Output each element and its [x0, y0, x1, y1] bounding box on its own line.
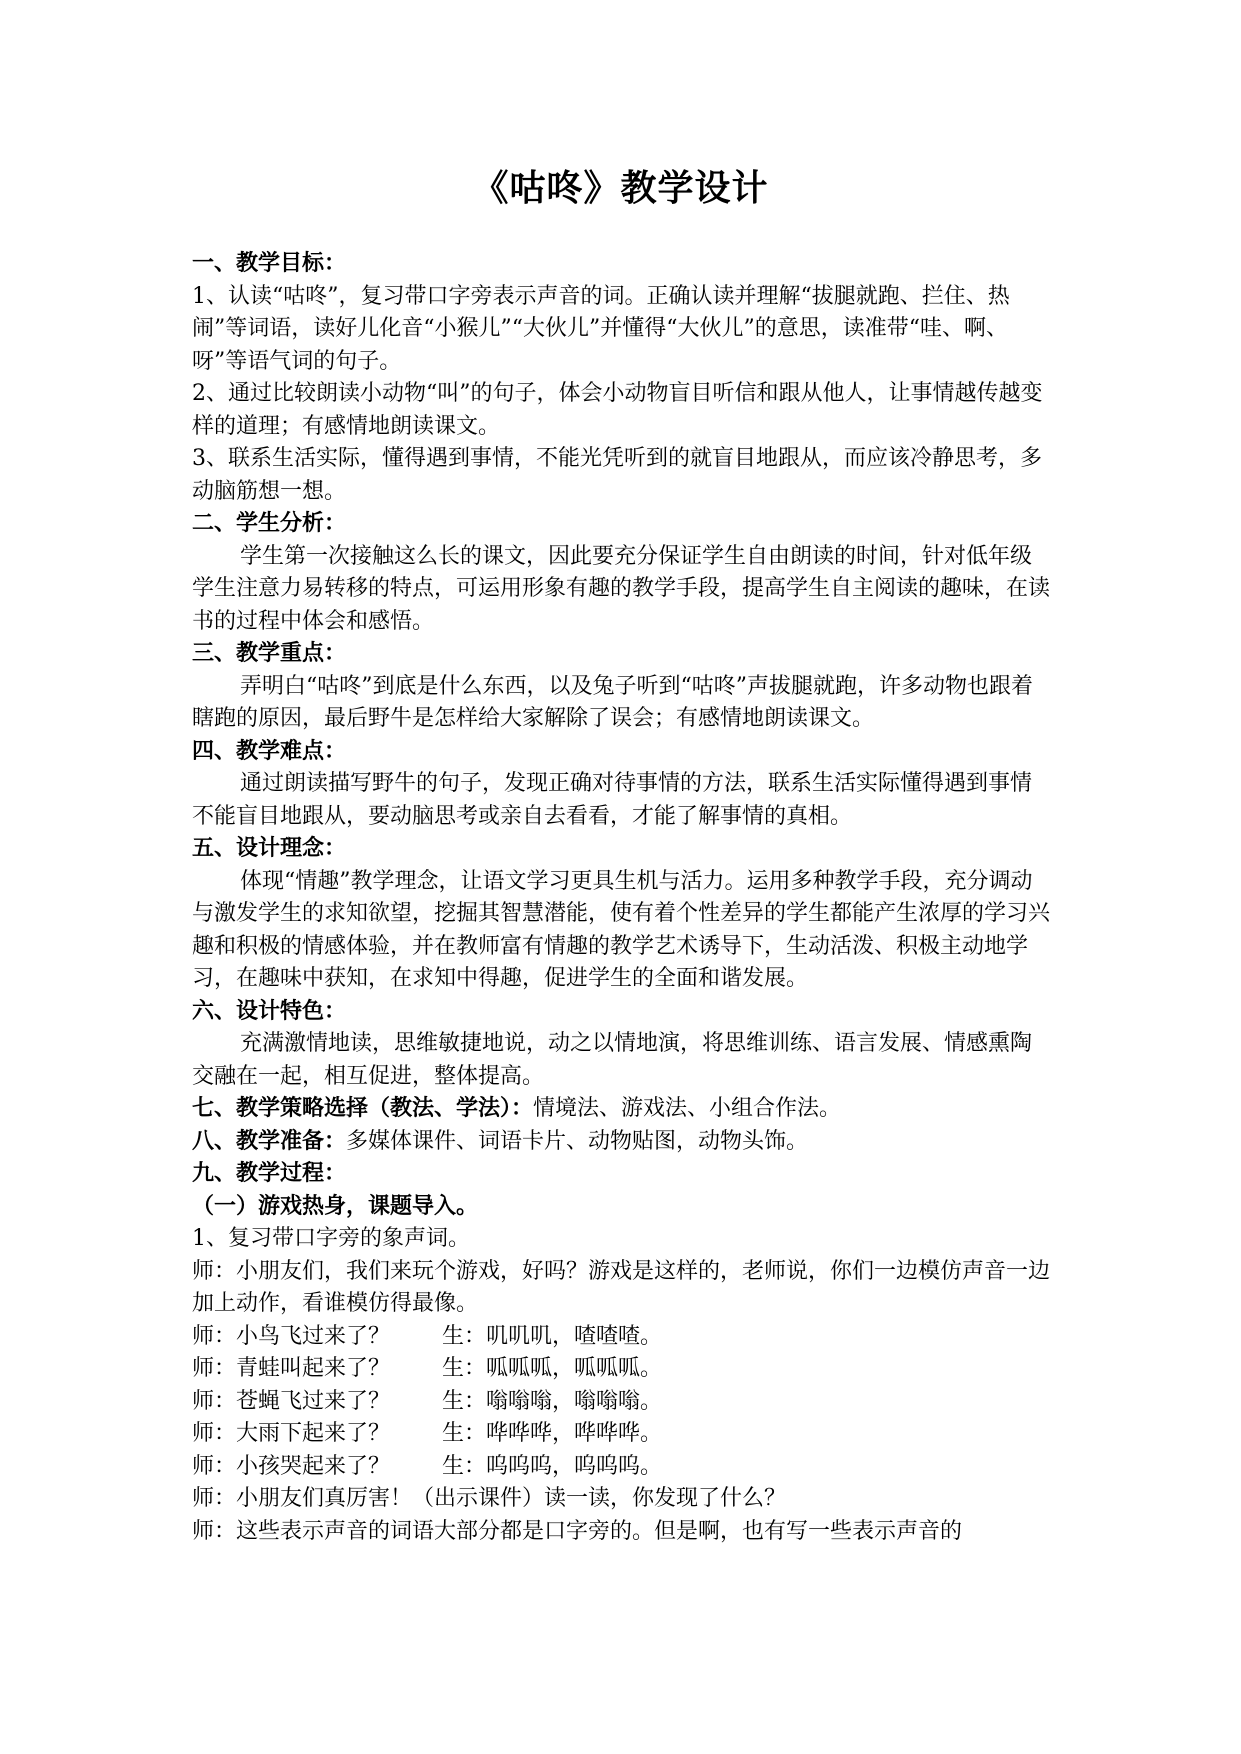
dialog-line [192, 1353, 1052, 1386]
teacher-line: 师：小鸟飞过来了？ [192, 1323, 391, 1349]
paragraph: 3、联系生活实际，懂得遇到事情，不能光凭听到的就盲目地跟从，而应该冷静思考，多动脑筋想一想。 [192, 446, 1042, 504]
section-heading-goals: 一、教学目标： [192, 251, 347, 276]
paragraph: 师：小朋友们真厉害！（出示课件）读一读，你发现了什么？ [192, 1486, 787, 1511]
teacher-line: 师：苍蝇飞过来了？ [192, 1388, 391, 1414]
paragraph: 师：小朋友们，我们来玩个游戏，好吗？游戏是这样的，老师说，你们一边模仿声音一边加上动作，看谁模仿得最像。 [192, 1258, 1051, 1316]
section-heading-difficulties: 四、教学难点： [192, 738, 347, 764]
section-heading-design-features: 六、设计特色： [192, 998, 347, 1024]
teacher-line: 师：青蛙叫起来了？ [192, 1356, 391, 1381]
student-line: 生：叽叽叽，喳喳喳。 [442, 1323, 663, 1349]
paragraph: 学生第一次接触这么长的课文，因此要充分保证学生自由朗读的时间，针对低年级学生注意力易转移的特点，可运用形象有趣的教学手段，提高学生自主阅读的趣味，在读书的过程中体会和感悟。 [192, 543, 1051, 634]
preparation-text: 多媒体课件、词语卡片、动物贴图，动物头饰。 [346, 1128, 809, 1154]
strategy-text: 情境法、游戏法、小组合作法。 [533, 1096, 842, 1121]
dialog-line [192, 1386, 1052, 1419]
teacher-line: 师：小孩哭起来了？ [192, 1453, 391, 1479]
paragraph: 通过朗读描写野牛的句子，发现正确对待事情的方法，联系生活实际懂得遇到事情不能盲目地跟从，要动脑思考或亲自去看看，才能了解事情的真相。 [192, 771, 1033, 829]
section-heading-strategy: 七、教学策略选择（教法、学法）： [192, 1096, 534, 1121]
dialog-line [192, 1321, 1052, 1354]
paragraph: 2、通过比较朗读小动物“叫”的句子，体会小动物盲目听信和跟从他人，让事情越传越变样的道理；有感情地朗读课文。 [192, 381, 1043, 439]
paragraph: 师：这些表示声音的词语大部分都是口字旁的。但是啊，也有写一些表示声音的 [192, 1518, 963, 1544]
section-heading-preparation: 八、教学准备： [192, 1128, 347, 1154]
student-line: 生：呱呱呱，呱呱呱。 [442, 1356, 663, 1381]
paragraph: 1、复习带口字旁的象声词。 [192, 1226, 470, 1251]
teacher-line: 师：大雨下起来了？ [192, 1421, 391, 1446]
dialog-line [192, 1418, 1052, 1451]
subsection-heading: （一）游戏热身，课题导入。 [192, 1193, 479, 1219]
student-line: 生：嗡嗡嗡，嗡嗡嗡。 [442, 1388, 663, 1414]
student-line: 生：呜呜呜，呜呜呜。 [442, 1453, 663, 1479]
document-title: 《咕咚》教学设计 [472, 168, 769, 209]
document-body [192, 248, 1052, 1548]
preparation-line [192, 1126, 1052, 1159]
strategy-line [192, 1093, 1052, 1126]
paragraph: 弄明白“咕咚”到底是什么东西，以及兔子听到“咕咚”声拔腿就跑，许多动物也跟着瞎跑的原因，最后野牛是怎样给大家解除了误会；有感情地朗读课文。 [192, 673, 1033, 731]
paragraph: 充满激情地读，思维敏捷地说，动之以情地演，将思维训练、语言发展、情感熏陶交融在一起，相互促进，整体提高。 [192, 1031, 1033, 1089]
paragraph: 1、认读“咕咚”，复习带口字旁表示声音的词。正确认读并理解“拔腿就跑、拦住、热闹”等词语，读好儿化音“小猴儿”“大伙儿”并懂得“大伙儿”的意思，读准带“哇、啊、呀”等语气词的句子。 [192, 283, 1010, 374]
section-heading-key-points: 三、教学重点： [192, 641, 347, 666]
section-heading-design-concept: 五、设计理念： [192, 836, 347, 861]
section-heading-student-analysis: 二、学生分析： [192, 511, 347, 536]
paragraph: 体现“情趣”教学理念，让语文学习更具生机与活力。运用多种教学手段，充分调动与激发学生的求知欲望，挖掘其智慧潜能，使有着个性差异的学生都能产生浓厚的学习兴趣和积极的情感体验，并在教师富有情趣的教学艺术诱导下，生动活泼、积极主动地学习，在趣味中获知，在求知中得趣，促进学生的全面和谐发展。 [192, 868, 1051, 991]
section-heading-process: 九、教学过程： [192, 1161, 347, 1186]
student-line: 生：哗哗哗，哗哗哗。 [442, 1421, 663, 1446]
dialog-line [192, 1451, 1052, 1484]
